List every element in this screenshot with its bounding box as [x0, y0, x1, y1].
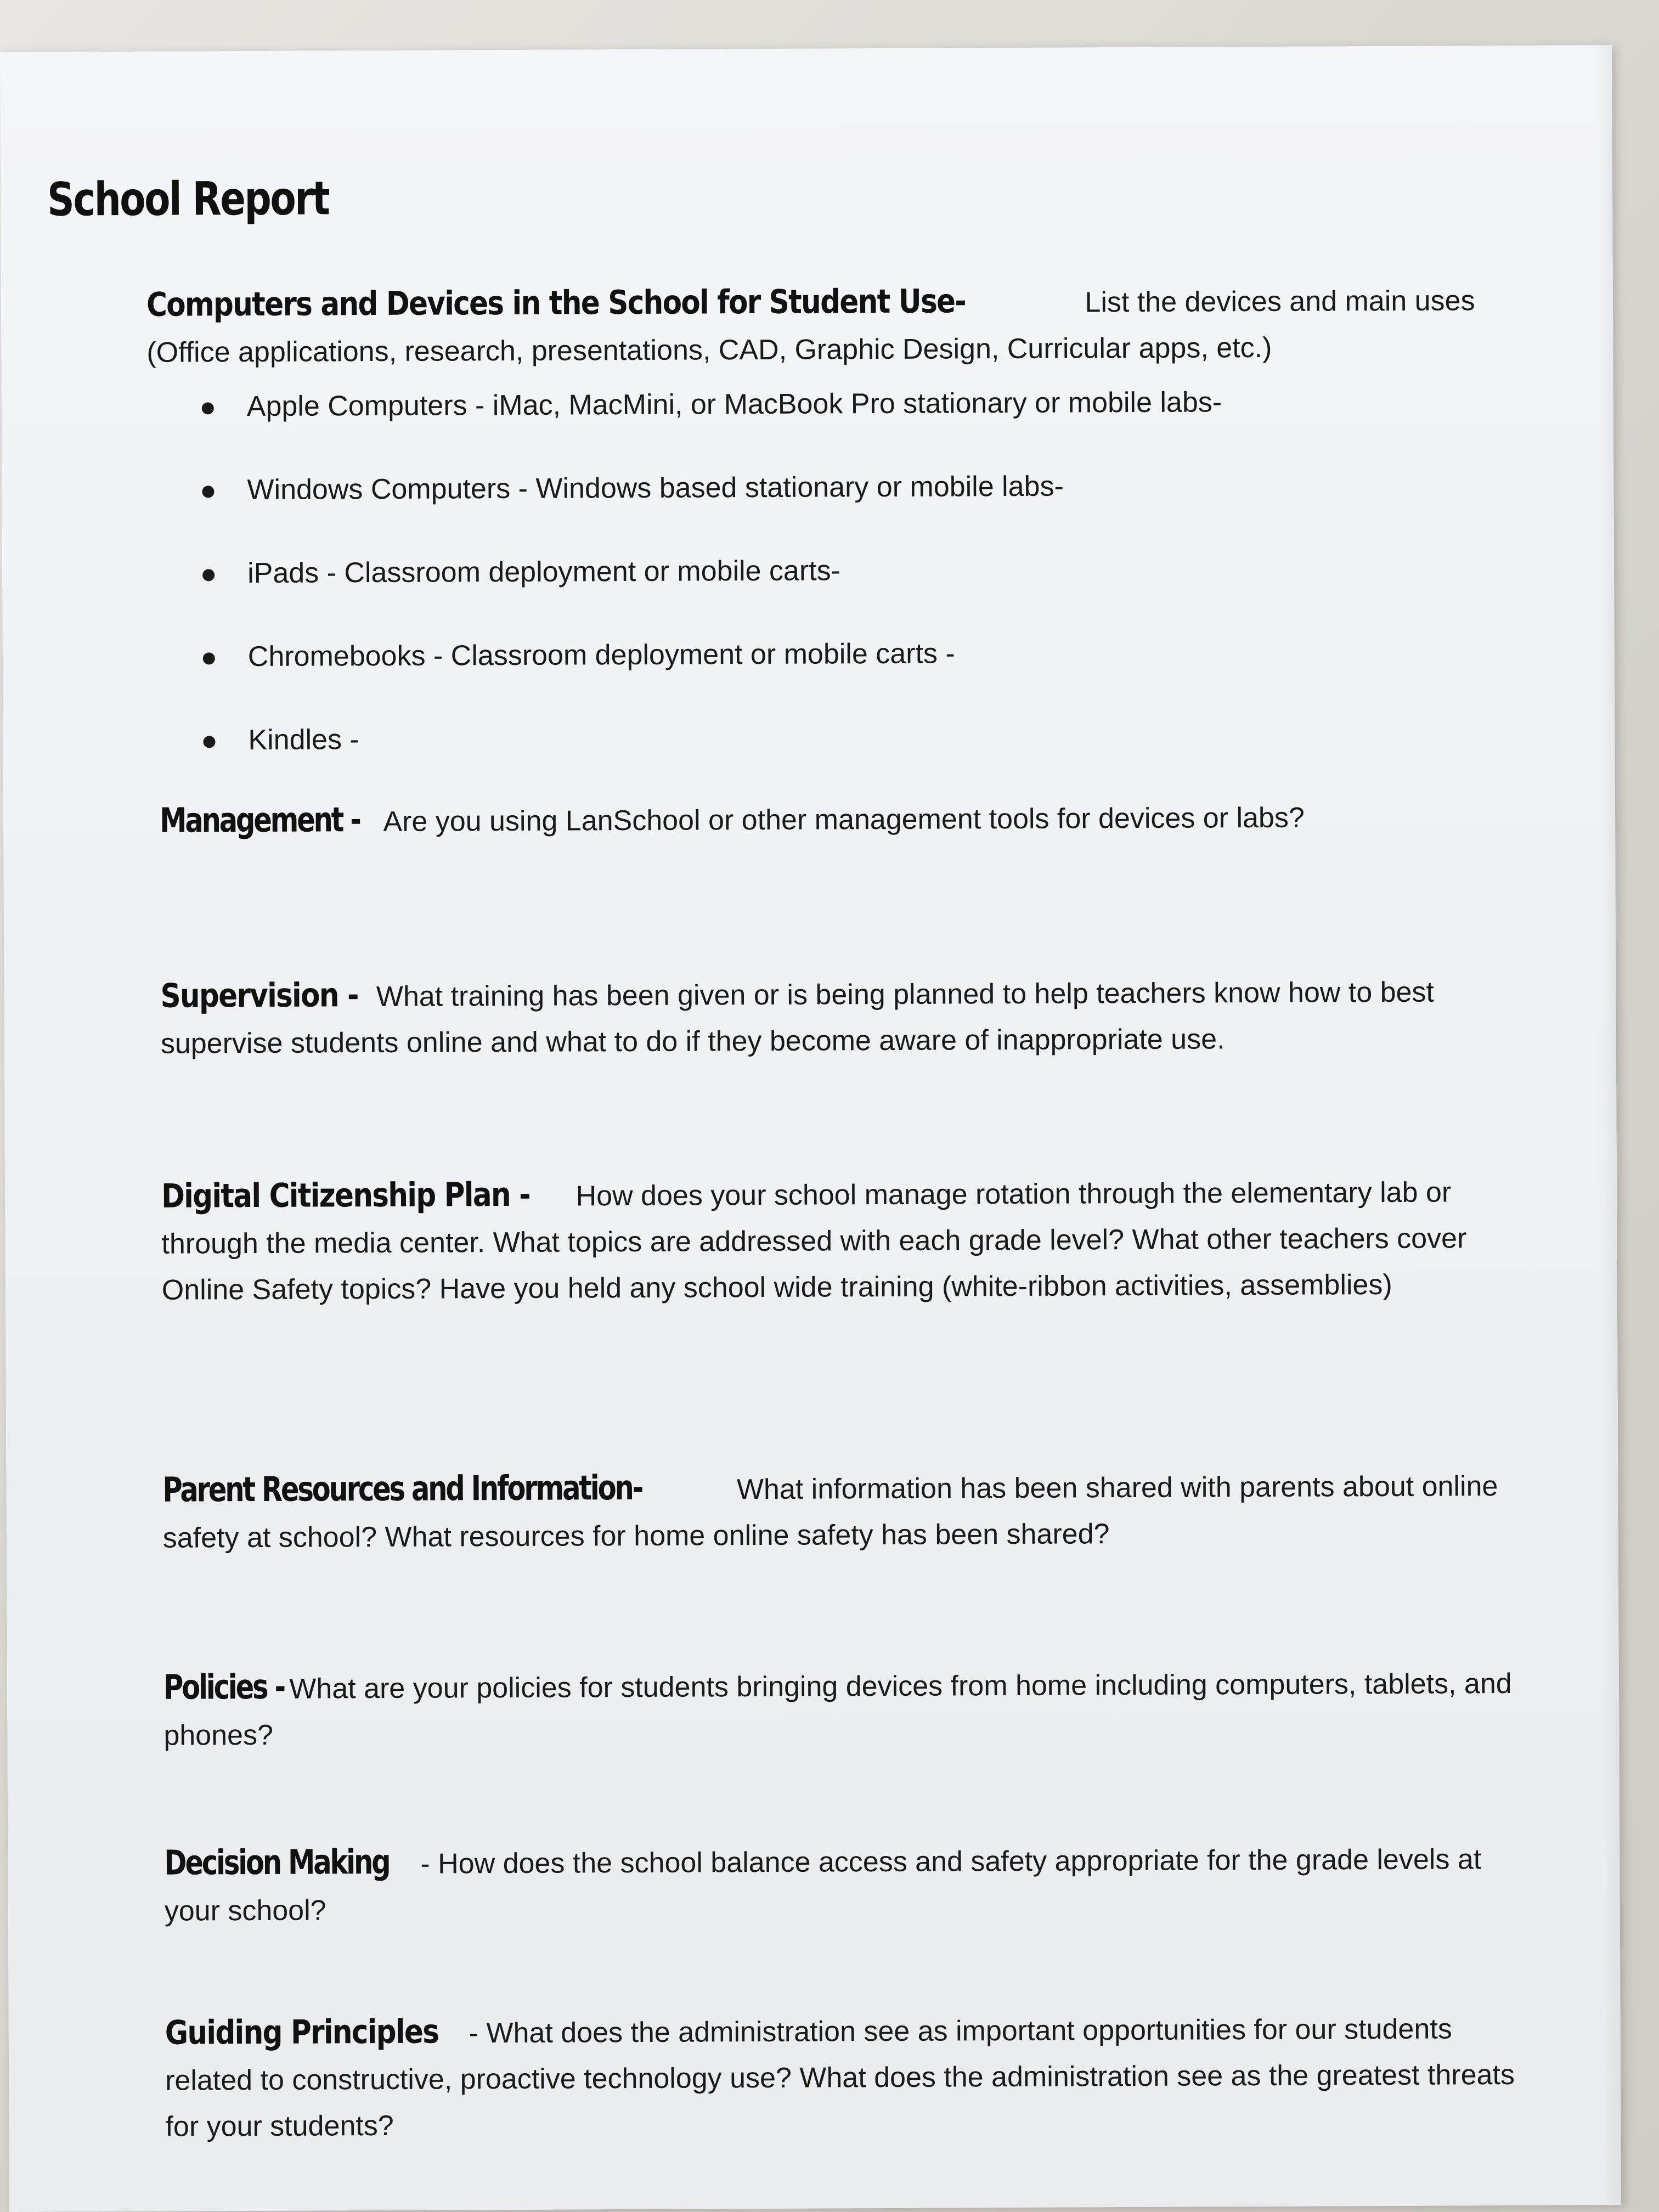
section-digital-citizenship [161, 1167, 1522, 1313]
section-heading: Supervision - [160, 976, 358, 1015]
section-heading: Digital Citizenship Plan - [161, 1175, 530, 1216]
section-heading: Policies - [163, 1666, 285, 1707]
section-decision-making [164, 1834, 1525, 1934]
bullet-icon [203, 736, 215, 748]
device-label: Windows Computers - Windows based stationary or mobile labs- [247, 470, 1064, 506]
device-label: Apple Computers - iMac, MacMini, or MacBook Pro stationary or mobile labs- [246, 386, 1222, 423]
list-item [196, 376, 1222, 464]
section-text: What training has been given or is being planned to help teachers know how to best supervise students online and what to do if they become aware of inappropriate use. [160, 976, 1435, 1060]
section-heading: Guiding Principles [165, 2012, 439, 2052]
bullet-icon [202, 402, 214, 414]
bullet-icon [202, 486, 214, 498]
section-guiding-principles [165, 2004, 1526, 2150]
bullet-icon [202, 569, 215, 581]
section-policies [163, 1658, 1525, 1759]
document-content [0, 45, 1621, 2212]
section-text: Are you using LanSchool or other management tools for devices or labs? [376, 802, 1305, 838]
section-parent-resources [162, 1461, 1523, 1561]
section-text: How does your school manage rotation through the elementary lab or through the media center. What topics are addressed with each grade level? What other teachers cover Online Safety topics? Have you held any school wide training (white-ribbon activities, assemblies) [161, 1176, 1467, 1306]
list-item [196, 459, 1222, 547]
section-text: List the devices and main uses (Office applications, research, presentations, CAD, Graphic Design, Curricular apps, etc.) [146, 285, 1475, 369]
section-management [160, 792, 1520, 846]
section-computers-devices [146, 276, 1508, 376]
section-supervision [160, 967, 1521, 1067]
device-label: Kindles - [248, 724, 359, 757]
device-label: iPads - Classroom deployment or mobile carts- [247, 555, 841, 590]
section-heading: Computers and Devices in the School for Student Use- [146, 282, 966, 324]
section-text: What information has been shared with parents about online safety at school? What resources for home online safety has been shared? [162, 1470, 1498, 1554]
device-list [196, 376, 1224, 797]
list-item [197, 543, 1223, 630]
device-label: Chromebooks - Classroom deployment or mobile carts - [247, 637, 955, 673]
bullet-icon [203, 652, 215, 664]
list-item [198, 709, 1223, 797]
section-text: What are your policies for students bringing devices from home including computers, tablets, and phones? [163, 1668, 1512, 1752]
list-item [198, 626, 1223, 714]
paper-sheet [0, 45, 1621, 2212]
document-title: School Report [47, 171, 329, 227]
section-text: - What does the administration see as important opportunities for our students related to constructive, proactive technology use? What does the administration see as the greatest threats for your students? [165, 2013, 1515, 2143]
section-heading: Decision Making [164, 1841, 390, 1883]
section-heading: Parent Resources and Information- [162, 1467, 642, 1510]
section-heading: Management - [159, 799, 360, 840]
section-text: - How does the school balance access and safety appropriate for the grade levels at your school? [164, 1843, 1482, 1927]
